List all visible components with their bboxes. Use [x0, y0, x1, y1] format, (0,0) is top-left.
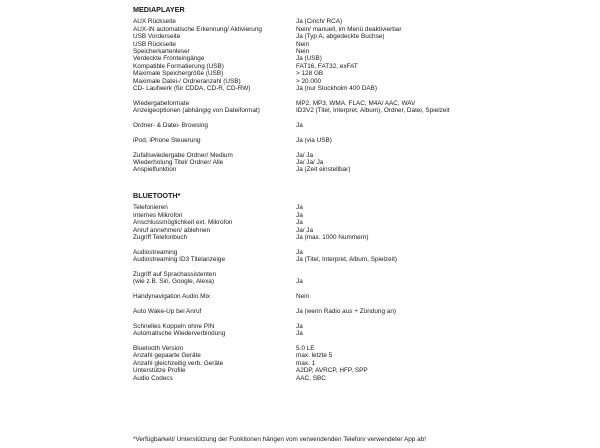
spec-value: Ja [296, 204, 303, 212]
spec-value: Ja [296, 322, 303, 330]
spec-row [133, 375, 573, 382]
spec-value: Ja (wenn Radio aus + Zündung an) [296, 307, 397, 315]
spec-value: 5.0 LE [296, 344, 315, 352]
spec-label: AUX-IN automatische Erkennung/ Aktivierung [133, 25, 262, 33]
spec-value: MP2, MP3, WMA, FLAC, M4A/ AAC, WAV [296, 99, 416, 107]
spec-value: Ja (Zeit einstellbar) [296, 166, 351, 174]
section-heading-bluetooth: BLUETOOTH* [133, 190, 181, 200]
spec-label: Unterstütze Profile [133, 367, 186, 375]
spec-value: A2DP, AVRCP, HFP, SPP [296, 367, 368, 375]
spec-row [133, 278, 573, 285]
spec-row [133, 345, 573, 352]
spec-label: Audio Codecs [133, 374, 173, 382]
spec-label: Anspielfunktion [133, 166, 177, 174]
spec-row [133, 308, 573, 315]
spec-value: Ja (USB) [296, 55, 322, 63]
spec-row [133, 63, 573, 70]
spec-sheet [133, 6, 573, 382]
spec-row [133, 100, 573, 107]
spec-value: AAC, SBC [296, 374, 326, 382]
spec-value: Ja [296, 219, 303, 227]
spec-label: iPod, iPhone Steuerung [133, 136, 201, 144]
spec-row [133, 212, 573, 219]
spec-label: Automatische Wiederverbindung [133, 330, 226, 338]
spec-label: Maximale Speichergröße (USB) [133, 70, 224, 78]
spec-row [133, 293, 573, 300]
spec-row [133, 352, 573, 359]
spec-label: (wie z.B. Siri, Google, Alexa) [133, 278, 214, 286]
spec-value: Ja [296, 330, 303, 338]
spec-row [133, 41, 573, 48]
spec-value: Ja [296, 248, 303, 256]
spec-row [133, 85, 573, 92]
spec-label: Audiostreaming [133, 248, 178, 256]
spec-label: Zugriff Telefonbuch [133, 233, 188, 241]
spec-value: Ja/ Ja [296, 151, 314, 159]
spec-label: Zugriff auf Sprachassistenten [133, 270, 217, 278]
spec-value: Ja (Cinch/ RCA) [296, 18, 343, 26]
spec-label: Handynavigation Audio Mix [133, 293, 211, 301]
spec-label: Telefonieren [133, 204, 168, 212]
spec-row [133, 219, 573, 226]
spec-label: Audiostreaming ID3 Titelanzeige [133, 256, 226, 264]
spec-row [133, 367, 573, 374]
spec-value: Ja/ Ja/ Ja [296, 159, 324, 167]
spec-value: Ja (Typ A, abgedeckte Buchse) [296, 33, 385, 41]
spec-label: Bluetooth Version [133, 344, 184, 352]
spec-label: Anzahl gleichzeitig verb. Geräte [133, 359, 224, 367]
spec-label: Auto Wake-Up bei Anruf [133, 307, 202, 315]
spec-label: Internes Mikrofon [133, 211, 183, 219]
spec-row [133, 271, 573, 278]
spec-label: Anzeigeoptionen (abhängig von Dateiformat) [133, 107, 260, 115]
spec-row [133, 360, 573, 367]
spec-value: Ja (nur Stockholm 400 DAB) [296, 85, 377, 93]
spec-row [133, 256, 573, 263]
spec-row [133, 249, 573, 256]
spec-row [133, 204, 573, 211]
spec-value: Ja [296, 278, 303, 286]
spec-label: Zufallswiedergabe Ordner/ Medium [133, 151, 233, 159]
spec-value: Nein [296, 48, 310, 56]
spec-label: CD- Laufwerk (für CDDA, CD-R, CD-RW) [133, 85, 251, 93]
spec-label: Verdeckte Fronteingänge [133, 55, 205, 63]
spec-label: Wiedergabeformate [133, 99, 190, 107]
spec-row [133, 48, 573, 55]
spec-row [133, 78, 573, 85]
spec-row [133, 137, 573, 144]
spec-value: > 128 GB [296, 70, 324, 78]
spec-value: FAT16, FAT32, exFAT [296, 62, 358, 70]
spec-label: Anzahl gepaarte Geräte [133, 352, 201, 360]
spec-value: Ja [296, 122, 303, 130]
spec-row [133, 18, 573, 25]
mediaplayer-spec-list [133, 18, 573, 173]
spec-value: > 20.000 [296, 77, 322, 85]
footnote: *Verfügbarkeit/ Unterstützung der Funktionen hängen vom verwendenden Telefon/ verwendeter App ab! [133, 436, 426, 443]
spec-row [133, 152, 573, 159]
bluetooth-spec-list [133, 204, 573, 382]
spec-row [133, 55, 573, 62]
spec-value: Ja [296, 211, 303, 219]
spec-value [296, 271, 573, 278]
spec-value: Nein [296, 40, 310, 48]
section-heading-mediaplayer: MEDIAPLAYER [133, 5, 185, 14]
spec-value: ID3V2 (Titel, Interpret, Album), Ordner, Datei, Spielzeit [296, 107, 450, 115]
spec-row [133, 70, 573, 77]
spec-value: Nein [296, 293, 310, 301]
spec-label: Schnelles Koppeln ohne PIN [133, 322, 215, 330]
spec-label: AUX Rückseite [133, 18, 176, 26]
spec-value: Ja/ Ja [296, 226, 314, 234]
spec-row [133, 107, 573, 114]
spec-row [133, 26, 573, 33]
spec-row [133, 166, 573, 173]
spec-label: Kompatible Formatierung (USB) [133, 62, 224, 70]
spec-row [133, 227, 573, 234]
spec-value: Ja (Titel, Interpret, Album, Spielzeit) [296, 256, 397, 264]
spec-label: Maximale Datei-/ Ordneranzahl (USB) [133, 77, 241, 85]
spec-label: Anruf annehmen/ ablehnen [133, 226, 211, 234]
spec-label: USB Rückseite [133, 40, 176, 48]
spec-row [133, 323, 573, 330]
spec-value: Ja (max. 1000 Nummern) [296, 233, 369, 241]
spec-value: max. 1 [296, 359, 316, 367]
spec-label: USB Vorderseite [133, 33, 181, 41]
spec-value: max. letzte 5 [296, 352, 333, 360]
spec-value: Ja (via USB) [296, 136, 332, 144]
spec-label: Ordner- & Datei- Browsing [133, 122, 208, 130]
spec-label: Speicherkartenleser [133, 48, 190, 56]
spec-label: Wiederholung Titel/ Ordner/ Alle [133, 159, 224, 167]
spec-row [133, 33, 573, 40]
spec-row [133, 122, 573, 129]
spec-label: Anschlussmöglichkeit ext. Mikrofon [133, 219, 233, 227]
spec-value: Nein/ manuell, im Menü deaktivierbar [296, 25, 402, 33]
spec-row [133, 234, 573, 241]
spec-row [133, 159, 573, 166]
spec-row [133, 330, 573, 337]
